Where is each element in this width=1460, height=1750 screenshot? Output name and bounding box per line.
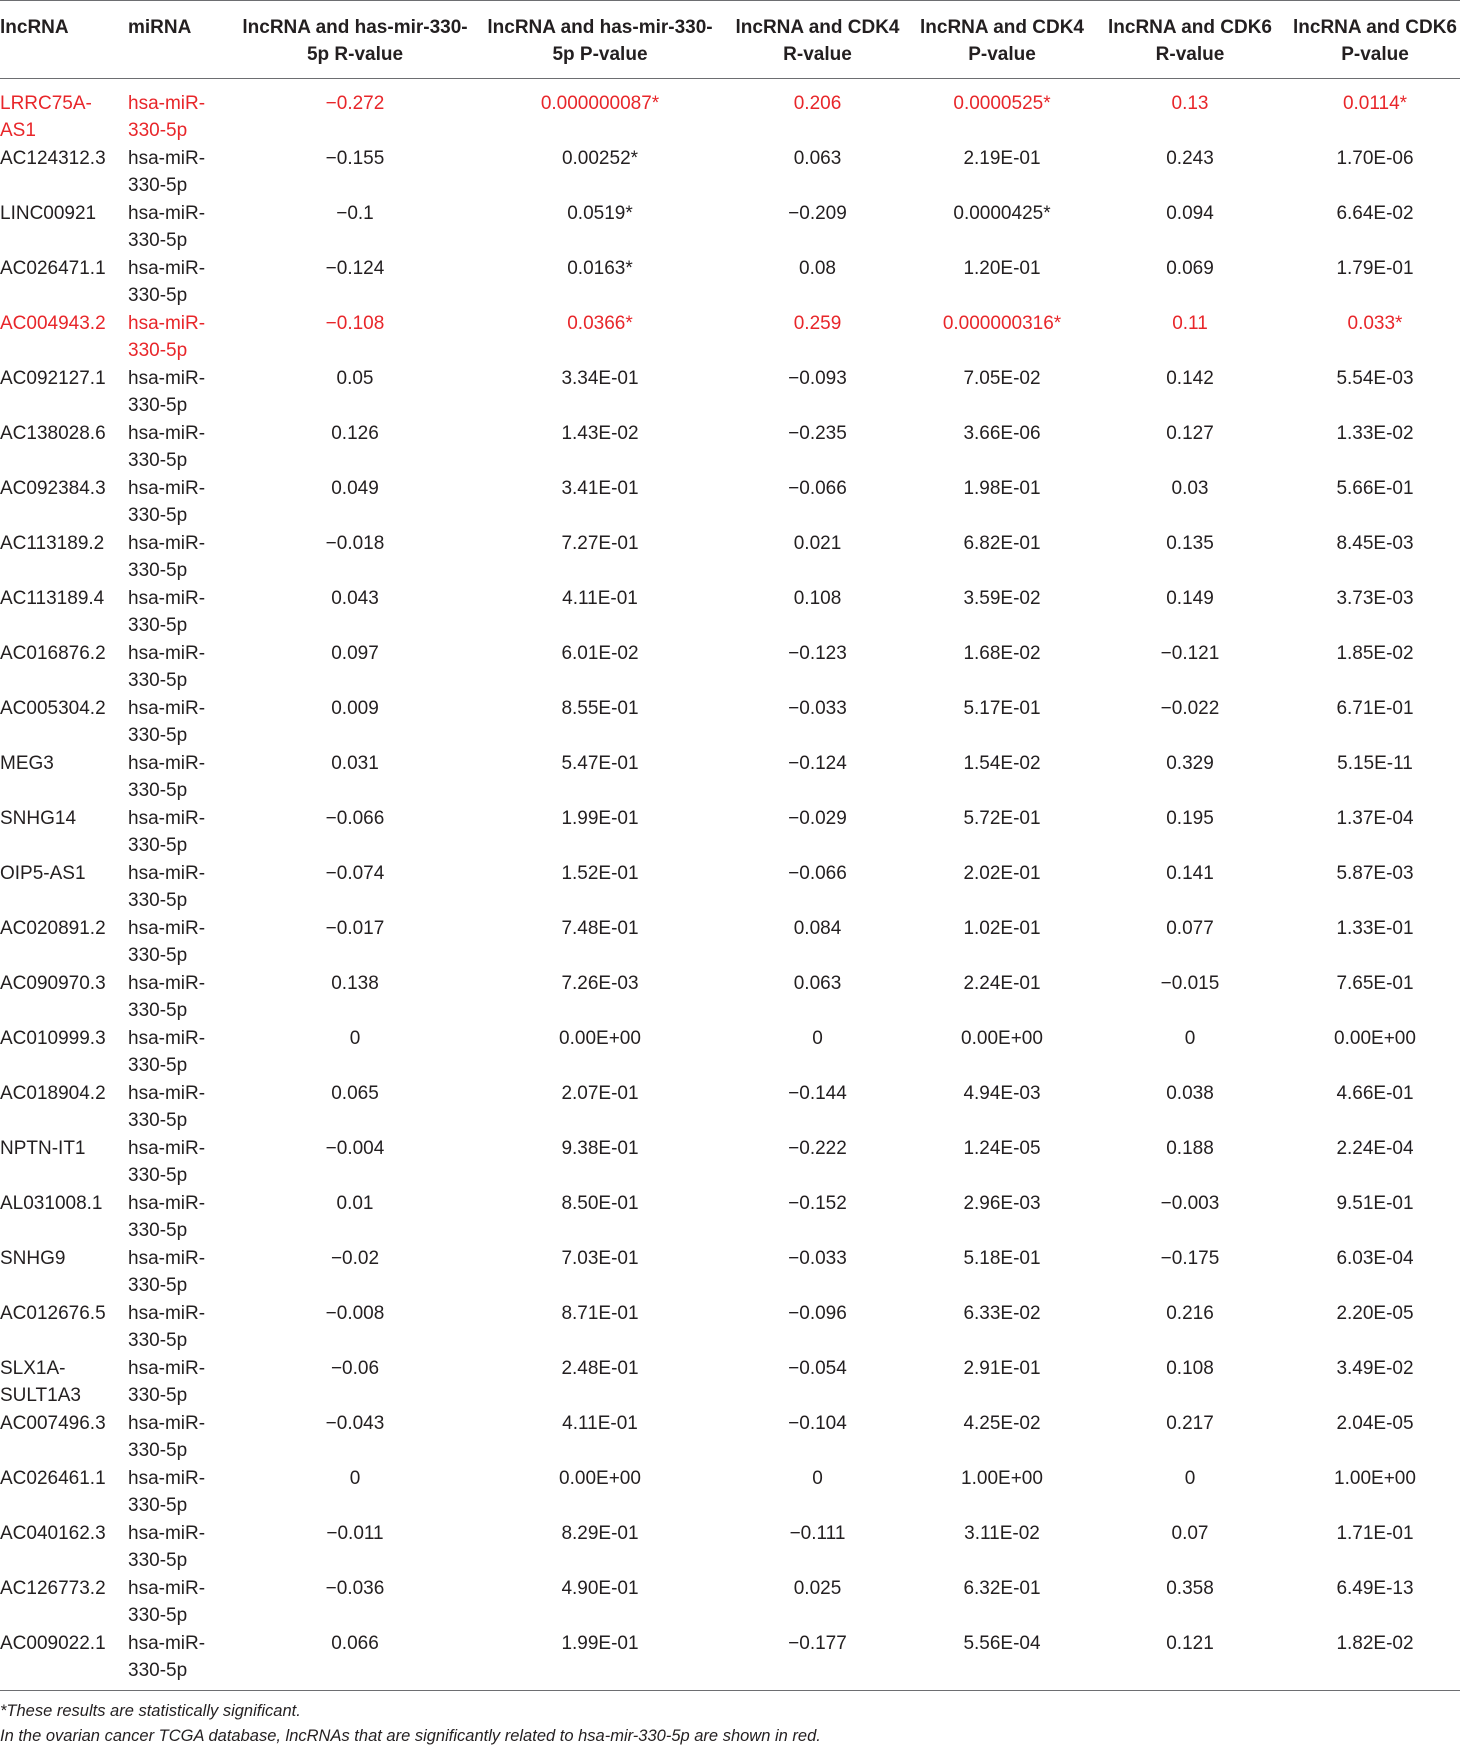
cell-lncrna: MEG3 [0,753,54,774]
cell-lncrna: AC004943.2 [0,313,106,334]
cell-cdk4-r: −0.066 [788,478,847,499]
cell-mir-p: 4.11E-01 [562,588,638,609]
cell-mir-p: 0.00252* [561,148,639,169]
cell-mirna: hsa-miR-330-5p [128,1468,206,1516]
cell-cdk4-p: 3.11E-02 [964,1523,1040,1544]
cell-cdk4-r: −0.144 [788,1083,847,1104]
cell-lncrna: AC092384.3 [0,478,106,499]
cell-cdk6-p: 1.71E-01 [1336,1523,1414,1544]
cell-mir-p: 3.41E-01 [561,478,639,499]
table-header-row [0,0,1460,78]
cell-cdk4-p: 1.24E-05 [963,1138,1041,1159]
cell-mirna: hsa-miR-330-5p [128,1523,206,1571]
cell-mir-p: 7.27E-01 [561,533,639,554]
cell-cdk6-p: 2.04E-05 [1336,1413,1414,1434]
cell-cdk4-r: −0.222 [788,1138,847,1159]
cell-cdk6-r: −0.003 [1160,1193,1220,1214]
cell-mirna: hsa-miR-330-5p [128,533,206,581]
table-row [0,1025,1460,1080]
cell-mir-r: 0.126 [331,423,379,444]
cell-cdk6-p: 4.66E-01 [1336,1083,1414,1104]
cell-mir-r: 0.009 [331,698,379,719]
cell-mirna: hsa-miR-330-5p [128,973,206,1021]
cell-lncrna: NPTN-IT1 [0,1138,86,1159]
cell-mir-p: 2.07E-01 [561,1083,639,1104]
cell-cdk4-r: −0.111 [789,1523,846,1544]
cell-cdk6-p: 0.00E+00 [1334,1028,1416,1049]
table-row [0,1410,1460,1465]
header-cdk6-r: lncRNA and CDK6 R-value [1108,17,1272,65]
cell-cdk4-p: 5.56E-04 [963,1633,1041,1654]
cell-mir-p: 8.50E-01 [561,1193,639,1214]
cell-mir-r: 0.043 [331,588,379,609]
table-row [0,1465,1460,1520]
cell-cdk4-r: −0.104 [788,1413,847,1434]
cell-cdk4-r: 0.08 [799,258,836,279]
cell-cdk4-p: 1.00E+00 [961,1468,1043,1489]
cell-mir-r: 0.049 [331,478,379,499]
cell-lncrna: AC040162.3 [0,1523,106,1544]
table-row [0,695,1460,750]
cell-cdk6-r: 0.121 [1166,1633,1214,1654]
cell-mirna: hsa-miR-330-5p [128,1303,206,1351]
cell-cdk4-p: 6.33E-02 [963,1303,1041,1324]
table-row [0,1355,1460,1410]
table-header-rule [0,78,1460,79]
cell-mir-r: 0.01 [336,1193,374,1214]
cell-cdk6-p: 1.82E-02 [1336,1633,1414,1654]
cell-mirna: hsa-miR-330-5p [128,1633,206,1681]
cell-cdk6-r: 0.358 [1166,1578,1214,1599]
cell-lncrna: SNHG14 [0,808,77,829]
cell-cdk4-r: 0 [812,1028,823,1049]
cell-cdk4-p: 4.94E-03 [963,1083,1041,1104]
cell-cdk6-p: 2.24E-04 [1336,1138,1414,1159]
cell-mir-r: 0.097 [331,643,379,664]
cell-lncrna: OIP5-AS1 [0,863,86,884]
cell-cdk6-r: 0.329 [1166,753,1214,774]
cell-mir-r: −0.1 [336,203,374,224]
cell-lncrna: AC138028.6 [0,423,106,444]
cell-mir-p: 1.99E-01 [561,1633,639,1654]
cell-lncrna: AC026461.1 [0,1468,106,1489]
cell-mirna: hsa-miR-330-5p [128,203,206,251]
header-cdk4-r: lncRNA and CDK4 R-value [735,17,900,65]
cell-cdk6-p: 0.033* [1347,313,1403,334]
cell-lncrna: AC126773.2 [0,1578,106,1599]
footnote-highlight-note: In the ovarian cancer TCGA database, lncRNAs that are significantly related to hsa-mir-330-5p are shown in red. [0,1727,821,1745]
cell-mir-r: −0.272 [325,93,385,114]
cell-cdk6-r: −0.015 [1160,973,1220,994]
cell-mir-r: −0.011 [326,1523,384,1544]
cell-mir-p: 6.01E-02 [561,643,639,664]
cell-mir-p: 1.52E-01 [561,863,639,884]
cell-cdk6-p: 5.54E-03 [1336,368,1414,389]
cell-lncrna: AC092127.1 [0,368,106,389]
cell-cdk6-r: 0.03 [1171,478,1209,499]
cell-mir-r: −0.004 [325,1138,385,1159]
table-row [0,860,1460,915]
cell-cdk6-r: −0.022 [1160,698,1220,719]
cell-cdk4-p: 1.54E-02 [963,753,1041,774]
table-row [0,805,1460,860]
cell-cdk6-r: 0.07 [1171,1523,1209,1544]
header-cdk6-p: lncRNA and CDK6 P-value [1293,17,1457,65]
cell-mirna: hsa-miR-330-5p [128,808,206,856]
cell-mirna: hsa-miR-330-5p [128,1083,206,1131]
table-row [0,1630,1460,1685]
cell-lncrna: AC005304.2 [0,698,106,719]
cell-cdk4-r: −0.033 [788,1248,847,1269]
cell-cdk4-r: 0.025 [793,1578,842,1599]
cell-cdk6-r: 0.127 [1166,423,1214,444]
cell-mir-p: 9.38E-01 [561,1138,639,1159]
cell-cdk4-p: 1.98E-01 [963,478,1041,499]
cell-cdk6-p: 3.73E-03 [1336,588,1414,609]
cell-mirna: hsa-miR-330-5p [128,1193,206,1241]
cell-mirna: hsa-miR-330-5p [128,478,206,526]
cell-mirna: hsa-miR-330-5p [128,918,206,966]
cell-mir-p: 8.55E-01 [561,698,639,719]
cell-lncrna: AC020891.2 [0,918,106,939]
cell-lncrna: AC113189.4 [0,588,105,609]
table-row [0,1520,1460,1575]
header-lncrna: lncRNA [0,17,69,38]
cell-cdk6-r: 0.13 [1171,93,1209,114]
cell-mirna: hsa-miR-330-5p [128,643,206,691]
cell-cdk6-r: −0.121 [1160,643,1220,664]
cell-mir-r: −0.008 [325,1303,385,1324]
cell-cdk6-p: 9.51E-01 [1336,1193,1414,1214]
cell-cdk6-p: 1.79E-01 [1336,258,1414,279]
cell-mirna: hsa-miR-330-5p [128,148,206,196]
cell-cdk6-r: 0.243 [1166,148,1214,169]
cell-cdk4-p: 0.00E+00 [961,1028,1043,1049]
cell-mir-r: 0 [349,1028,361,1049]
table-row [0,475,1460,530]
cell-cdk4-p: 2.02E-01 [963,863,1041,884]
header-mir-p: lncRNA and has-mir-330-5p P-value [487,17,713,65]
table-row [0,310,1460,365]
cell-mir-r: −0.06 [330,1358,380,1379]
cell-cdk4-r: 0.206 [793,93,842,114]
cell-cdk6-r: 0.069 [1166,258,1214,279]
cell-mir-r: 0.066 [331,1633,379,1654]
cell-cdk6-r: 0.142 [1166,368,1214,389]
cell-cdk6-r: 0.188 [1166,1138,1214,1159]
table-row [0,1080,1460,1135]
cell-mir-r: 0.138 [331,973,379,994]
cell-cdk6-p: 1.33E-02 [1336,423,1414,444]
cell-mirna: hsa-miR-330-5p [128,93,206,141]
cell-mir-p: 0.00E+00 [559,1028,641,1049]
cell-mirna: hsa-miR-330-5p [128,753,206,801]
table-row [0,420,1460,475]
cell-mir-r: 0.05 [336,368,374,389]
cell-cdk6-p: 6.03E-04 [1336,1248,1414,1269]
cell-lncrna: AC124312.3 [0,148,106,169]
cell-mir-p: 0.00E+00 [559,1468,641,1489]
cell-cdk4-p: 1.68E-02 [963,643,1041,664]
cell-cdk4-p: 2.24E-01 [963,973,1041,994]
cell-cdk4-p: 7.05E-02 [963,368,1041,389]
cell-cdk6-r: 0.149 [1166,588,1214,609]
cell-cdk4-p: 1.20E-01 [963,258,1041,279]
cell-cdk4-r: −0.093 [788,368,847,389]
cell-cdk6-p: 5.87E-03 [1336,863,1414,884]
cell-cdk4-p: 3.59E-02 [963,588,1041,609]
table-row [0,1245,1460,1300]
cell-cdk6-p: 1.70E-06 [1336,148,1414,169]
cell-mir-p: 0.0366* [567,313,633,334]
cell-cdk4-p: 6.32E-01 [963,1578,1041,1599]
cell-mir-r: −0.02 [330,1248,380,1269]
cell-mirna: hsa-miR-330-5p [128,423,206,471]
cell-cdk6-p: 5.15E-11 [1337,753,1413,774]
cell-cdk6-r: 0.038 [1166,1083,1214,1104]
cell-cdk4-r: −0.152 [788,1193,847,1214]
cell-mir-r: 0.031 [331,753,379,774]
header-mir-r: lncRNA and has-mir-330-5p R-value [242,17,468,65]
cell-lncrna: AC009022.1 [0,1633,106,1654]
table-row [0,640,1460,695]
cell-lncrna: SLX1A-SULT1A3 [0,1358,81,1406]
cell-cdk4-p: 2.19E-01 [963,148,1041,169]
cell-mirna: hsa-miR-330-5p [128,863,206,911]
cell-cdk6-p: 1.33E-01 [1336,918,1414,939]
table-row [0,365,1460,420]
header-mirna: miRNA [128,17,192,38]
cell-cdk6-r: 0 [1184,1028,1196,1049]
cell-mir-p: 2.48E-01 [561,1358,639,1379]
cell-mirna: hsa-miR-330-5p [128,368,206,416]
cell-mir-p: 8.71E-01 [561,1303,639,1324]
cell-cdk6-r: 0 [1184,1468,1196,1489]
cell-mir-r: 0.065 [331,1083,379,1104]
cell-lncrna: LINC00921 [0,203,97,224]
cell-cdk6-r: 0.217 [1166,1413,1214,1434]
cell-cdk6-p: 1.00E+00 [1334,1468,1416,1489]
cell-mir-r: −0.066 [325,808,385,829]
cell-cdk6-p: 1.85E-02 [1336,643,1414,664]
cell-cdk6-p: 6.64E-02 [1336,203,1414,224]
cell-cdk4-r: −0.033 [788,698,847,719]
cell-cdk4-r: 0.084 [793,918,842,939]
cell-mir-r: −0.155 [325,148,385,169]
cell-lncrna: AC007496.3 [0,1413,106,1434]
table-bottom-rule [0,1690,1460,1691]
cell-mir-p: 7.48E-01 [561,918,639,939]
cell-cdk4-r: −0.209 [788,203,847,224]
cell-cdk6-p: 3.49E-02 [1336,1358,1414,1379]
cell-cdk6-p: 6.49E-13 [1336,1578,1414,1599]
cell-cdk4-r: 0 [812,1468,823,1489]
cell-lncrna: AL031008.1 [0,1193,103,1214]
cell-mir-p: 4.11E-01 [562,1413,638,1434]
table-row [0,1575,1460,1630]
cell-cdk4-p: 6.82E-01 [963,533,1041,554]
cell-mir-r: 0 [349,1468,361,1489]
cell-mir-p: 0.000000087* [540,93,660,114]
cell-mir-r: −0.017 [325,918,385,939]
cell-cdk4-r: −0.096 [788,1303,847,1324]
cell-mir-r: −0.108 [325,313,385,334]
cell-cdk6-r: 0.077 [1166,918,1214,939]
table-row [0,915,1460,970]
cell-cdk4-p: 2.96E-03 [963,1193,1041,1214]
cell-cdk4-r: −0.123 [788,643,847,664]
cell-mir-r: −0.036 [325,1578,385,1599]
cell-cdk4-p: 1.02E-01 [963,918,1041,939]
cell-cdk4-p: 5.17E-01 [963,698,1041,719]
table-row [0,1135,1460,1190]
cell-mir-r: −0.074 [325,863,385,884]
cell-cdk4-r: −0.066 [788,863,847,884]
table-row [0,585,1460,640]
cell-lncrna: AC010999.3 [0,1028,106,1049]
cell-cdk4-r: −0.177 [788,1633,847,1654]
cell-mir-p: 8.29E-01 [561,1523,639,1544]
cell-cdk4-p: 0.000000316* [942,313,1062,334]
cell-cdk4-r: 0.259 [793,313,842,334]
table-row [0,1190,1460,1245]
cell-cdk4-r: −0.029 [788,808,847,829]
cell-cdk6-r: 0.135 [1166,533,1214,554]
cell-cdk4-r: 0.021 [793,533,842,554]
cell-lncrna: LRRC75A-AS1 [0,93,92,141]
table-row [0,145,1460,200]
cell-cdk4-r: 0.108 [793,588,842,609]
cell-mir-r: −0.124 [325,258,385,279]
footnote-significance: *These results are statistically significant. [0,1702,301,1720]
cell-cdk6-r: 0.141 [1166,863,1214,884]
cell-cdk4-p: 2.91E-01 [963,1358,1041,1379]
cell-cdk4-p: 3.66E-06 [963,423,1041,444]
cell-mir-p: 3.34E-01 [561,368,639,389]
table-row [0,255,1460,310]
cell-mir-p: 7.26E-03 [561,973,639,994]
table-row [0,530,1460,585]
cell-cdk6-r: −0.175 [1160,1248,1220,1269]
cell-mir-p: 4.90E-01 [561,1578,639,1599]
cell-cdk6-p: 5.66E-01 [1336,478,1414,499]
cell-cdk4-r: 0.063 [793,973,842,994]
cell-cdk4-p: 0.0000525* [953,93,1051,114]
cell-mir-p: 5.47E-01 [561,753,639,774]
cell-mirna: hsa-miR-330-5p [128,1028,206,1076]
cell-mir-p: 7.03E-01 [561,1248,639,1269]
table-row [0,970,1460,1025]
cell-lncrna: AC016876.2 [0,643,106,664]
table-row [0,200,1460,255]
cell-mirna: hsa-miR-330-5p [128,1248,206,1296]
cell-cdk6-r: 0.216 [1166,1303,1214,1324]
cell-mirna: hsa-miR-330-5p [128,1138,206,1186]
cell-mirna: hsa-miR-330-5p [128,1578,206,1626]
cell-mir-r: −0.043 [325,1413,385,1434]
cell-cdk6-p: 8.45E-03 [1336,533,1414,554]
cell-lncrna: SNHG9 [0,1248,66,1269]
cell-lncrna: AC113189.2 [0,533,105,554]
cell-cdk4-r: −0.235 [788,423,847,444]
cell-lncrna: AC012676.5 [0,1303,106,1324]
cell-cdk6-r: 0.094 [1166,203,1214,224]
cell-lncrna: AC018904.2 [0,1083,106,1104]
cell-cdk4-r: −0.054 [788,1358,847,1379]
cell-mir-p: 0.0163* [567,258,633,279]
cell-cdk6-p: 0.0114* [1342,93,1408,114]
cell-cdk4-p: 4.25E-02 [963,1413,1041,1434]
cell-mirna: hsa-miR-330-5p [128,698,206,746]
cell-cdk4-p: 0.0000425* [953,203,1051,224]
cell-cdk4-r: −0.124 [788,753,847,774]
cell-mirna: hsa-miR-330-5p [128,1413,206,1461]
cell-cdk4-p: 5.72E-01 [963,808,1041,829]
cell-mirna: hsa-miR-330-5p [128,1358,206,1406]
cell-cdk6-p: 1.37E-04 [1336,808,1414,829]
header-cdk4-p: lncRNA and CDK4 P-value [920,17,1084,65]
cell-cdk4-r: 0.063 [793,148,842,169]
cell-mir-p: 1.99E-01 [561,808,639,829]
cell-cdk6-r: 0.108 [1166,1358,1214,1379]
table-row [0,90,1460,145]
cell-mir-p: 0.0519* [567,203,633,224]
cell-cdk6-r: 0.195 [1166,808,1214,829]
cell-mirna: hsa-miR-330-5p [128,258,206,306]
cell-cdk6-p: 2.20E-05 [1336,1303,1414,1324]
cell-lncrna: AC090970.3 [0,973,106,994]
cell-mir-p: 1.43E-02 [561,423,639,444]
cell-cdk6-r: 0.11 [1172,313,1208,334]
cell-cdk6-p: 7.65E-01 [1336,973,1414,994]
table-row [0,750,1460,805]
cell-mirna: hsa-miR-330-5p [128,588,206,636]
cell-mir-r: −0.018 [325,533,385,554]
cell-mirna: hsa-miR-330-5p [128,313,206,361]
table-row [0,1300,1460,1355]
cell-cdk4-p: 5.18E-01 [963,1248,1041,1269]
cell-lncrna: AC026471.1 [0,258,106,279]
cell-cdk6-p: 6.71E-01 [1336,698,1414,719]
